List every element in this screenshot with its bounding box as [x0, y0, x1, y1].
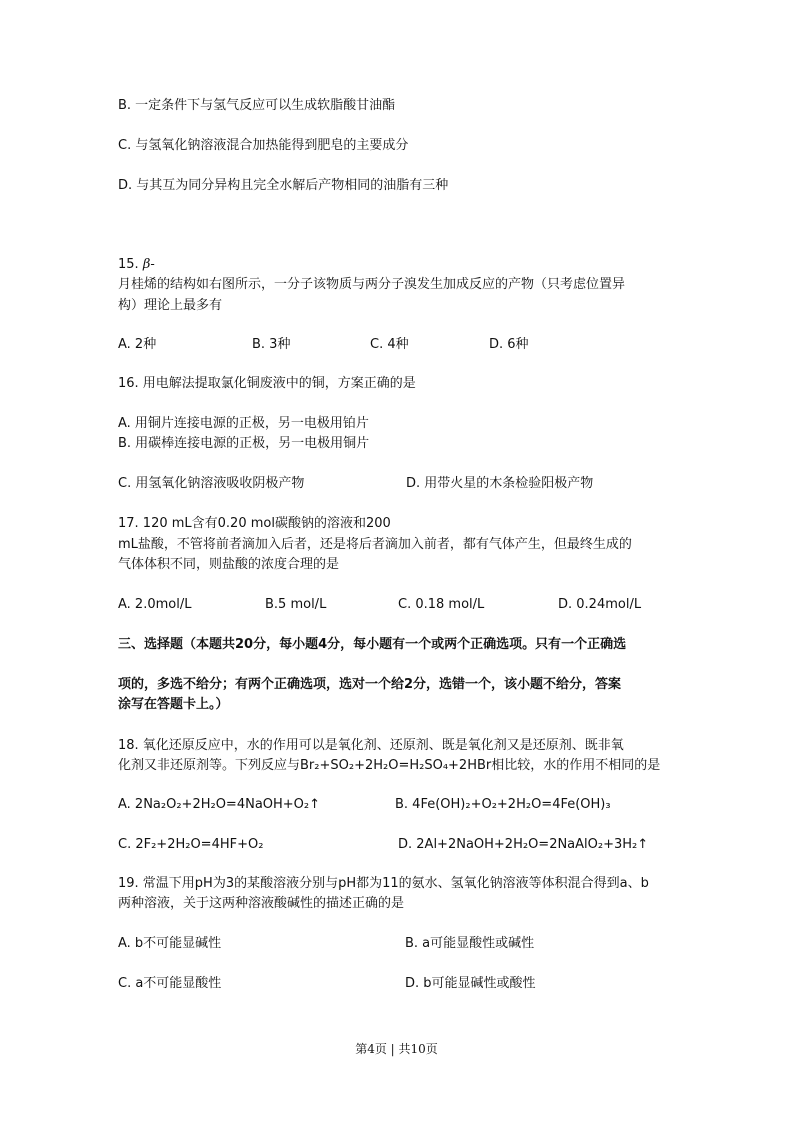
q15-option-b: B. 3种 — [252, 337, 291, 352]
q16-stem: 16. 用电解法提取氯化铜废液中的铜，方案正确的是 — [118, 376, 416, 391]
section3-heading-line1: 三、选择题（本题共20分，每小题4分，每小题有一个或两个正确选项。只有一个正确选 — [118, 637, 627, 652]
q16-option-a: A. 用铜片连接电源的正极，另一电极用铂片 — [118, 416, 369, 431]
q15-option-d: D. 6种 — [489, 337, 529, 352]
q18-option-b: B. 4Fe(OH)₂+O₂+2H₂O=4Fe(OH)₃ — [395, 797, 611, 812]
q19-option-d: D. b可能显碱性或酸性 — [405, 976, 536, 991]
q18-option-a: A. 2Na₂O₂+2H₂O=4NaOH+O₂↑ — [118, 797, 321, 812]
q19-stem-line2: 两种溶液，关于这两种溶液酸碱性的描述正确的是 — [118, 896, 405, 911]
q15-number: 15. — [118, 257, 139, 272]
q19-option-a: A. b不可能显碱性 — [118, 936, 222, 951]
q18-stem-line1: 18. 氧化还原反应中，水的作用可以是氧化剂、还原剂、既是氧化剂又是还原剂、既非氧 — [118, 738, 624, 753]
q19-stem-line1: 19. 常温下用pH为3的某酸溶液分别与pH都为11的氨水、氢氧化钠溶液等体积混合得到a、b — [118, 876, 649, 891]
q16-option-d: D. 用带火星的木条检验阳极产物 — [406, 476, 594, 491]
q15-option-c: C. 4种 — [370, 337, 409, 352]
q19-option-c: C. a不可能显酸性 — [118, 976, 222, 991]
q17-option-b: B.5 mol/L — [265, 597, 327, 612]
q18-stem-suffix: 相比较，水的作用不相同的是 — [491, 758, 661, 773]
q18-reference-equation: Br₂+SO₂+2H₂O=H₂SO₄+2HBr — [300, 758, 492, 773]
section3-heading-line2: 项的，多选不给分；有两个正确选项，选对一个给2分，选错一个，该小题不给分，答案 — [118, 677, 622, 692]
section3-heading-line3: 涂写在答题卡上。） — [118, 697, 229, 712]
q15-beta: β- — [142, 257, 155, 272]
q17-option-d: D. 0.24mol/L — [558, 597, 642, 612]
q14-option-d: D. 与其互为同分异构且完全水解后产物相同的油脂有三种 — [118, 178, 449, 193]
q15-number-line — [118, 255, 155, 275]
q16-option-c: C. 用氢氧化钠溶液吸收阴极产物 — [118, 476, 305, 491]
q17-option-a: A. 2.0mol/L — [118, 597, 192, 612]
q17-stem-line3: 气体体积不同，则盐酸的浓度合理的是 — [118, 557, 340, 572]
q17-option-c: C. 0.18 mol/L — [398, 597, 485, 612]
q18-option-d: D. 2Al+2NaOH+2H₂O=2NaAlO₂+3H₂↑ — [398, 837, 649, 852]
q15-stem-line2: 构）理论上最多有 — [118, 298, 223, 313]
q18-stem-line2 — [118, 756, 660, 776]
q17-stem-line1: 17. 120 mL含有0.20 mol碳酸钠的溶液和200 — [118, 516, 391, 531]
q17-stem-line2: mL盐酸，不管将前者滴加入后者，还是将后者滴加入前者，都有气体产生，但最终生成的 — [118, 537, 632, 552]
q15-stem-line1: 月桂烯的结构如右图所示，一分子该物质与两分子溴发生加成反应的产物（只考虑位置异 — [118, 277, 626, 292]
q14-option-c: C. 与氢氧化钠溶液混合加热能得到肥皂的主要成分 — [118, 138, 409, 153]
q16-option-b: B. 用碳棒连接电源的正极，另一电极用铜片 — [118, 436, 370, 451]
q14-option-b: B. 一定条件下与氢气反应可以生成软脂酸甘油酯 — [118, 98, 396, 113]
q18-option-c: C. 2F₂+2H₂O=4HF+O₂ — [118, 837, 264, 852]
q19-option-b: B. a可能显酸性或碱性 — [405, 936, 535, 951]
page-footer: 第4页 | 共10页 — [355, 1042, 438, 1056]
q15-option-a: A. 2种 — [118, 337, 157, 352]
q18-stem-prefix: 化剂又非还原剂等。下列反应与 — [118, 758, 301, 773]
